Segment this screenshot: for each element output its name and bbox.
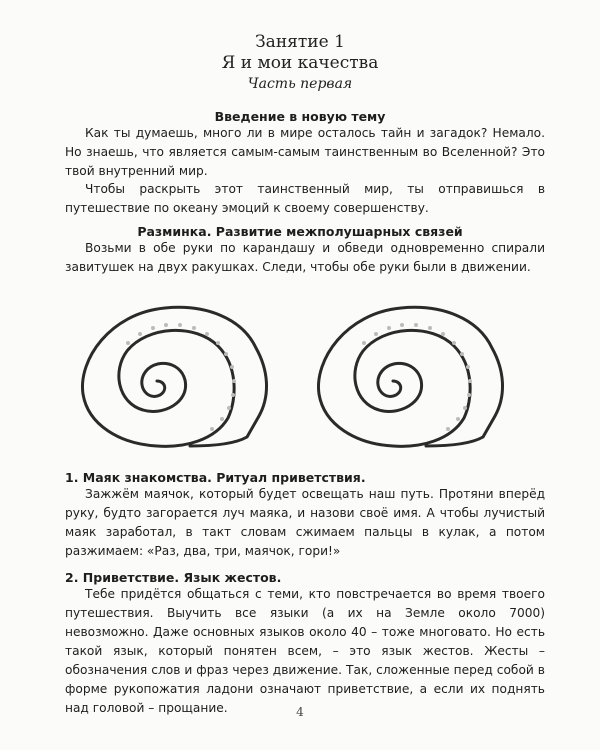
left-shell-icon <box>82 307 266 446</box>
greeting-paragraph: Тебе придётся общаться с теми, кто повстречается во время твоего путешествия. Выучить все языки (а их на Земле около 7000) невозможно. Даже основных языков около 40 – тоже многовато. Но есть такой язык, который понятен всем, – это язык жестов. Жесты – обозначения слов и фраз через движение. Так, сложенные перед собой в форме рукопожатия ладони означают приветствие, а если их поднять над головой – прощание. <box>65 587 545 715</box>
greeting-heading: 2. Приветствие. Язык жестов. <box>65 570 282 585</box>
lesson-number: Занятие 1 <box>255 32 345 52</box>
spiral-shells-illustration <box>0 288 600 453</box>
beacon-heading: 1. Маяк знакомства. Ритуал приветствия. <box>65 470 366 485</box>
beacon-paragraph: Зажжём маячок, который будет освещать наш путь. Протяни вперёд руку, будто загорается луч маяка, и назови своё имя. А чтобы лучистый маяк заработал, в такт словам сжимаем пальцы в кулак, а потом разжимаем: «Раз, два, три, маячок, гори!» <box>65 487 545 558</box>
intro-heading: Введение в новую тему <box>214 109 386 124</box>
warmup-paragraph: Возьми в обе руки по карандашу и обведи одновременно спирали завитушек на двух ракушках. Следи, чтобы обе руки были в движении. <box>65 241 545 274</box>
right-shell-icon <box>318 307 502 446</box>
lesson-title: Я и мои качества <box>221 53 379 73</box>
page-number: 4 <box>296 705 304 719</box>
intro-paragraph-2: Чтобы раскрыть этот таинственный мир, ты отправишься в путешествие по океану эмоций к своему совершенству. <box>65 182 545 215</box>
lesson-part: Часть первая <box>247 76 353 92</box>
intro-paragraph-1: Как ты думаешь, много ли в мире осталось тайн и загадок? Немало. Но знаешь, что является самым-самым таинственным во Вселенной? Это твой внутренний мир. <box>65 126 545 178</box>
warmup-heading: Разминка. Развитие межполушарных связей <box>137 224 463 239</box>
